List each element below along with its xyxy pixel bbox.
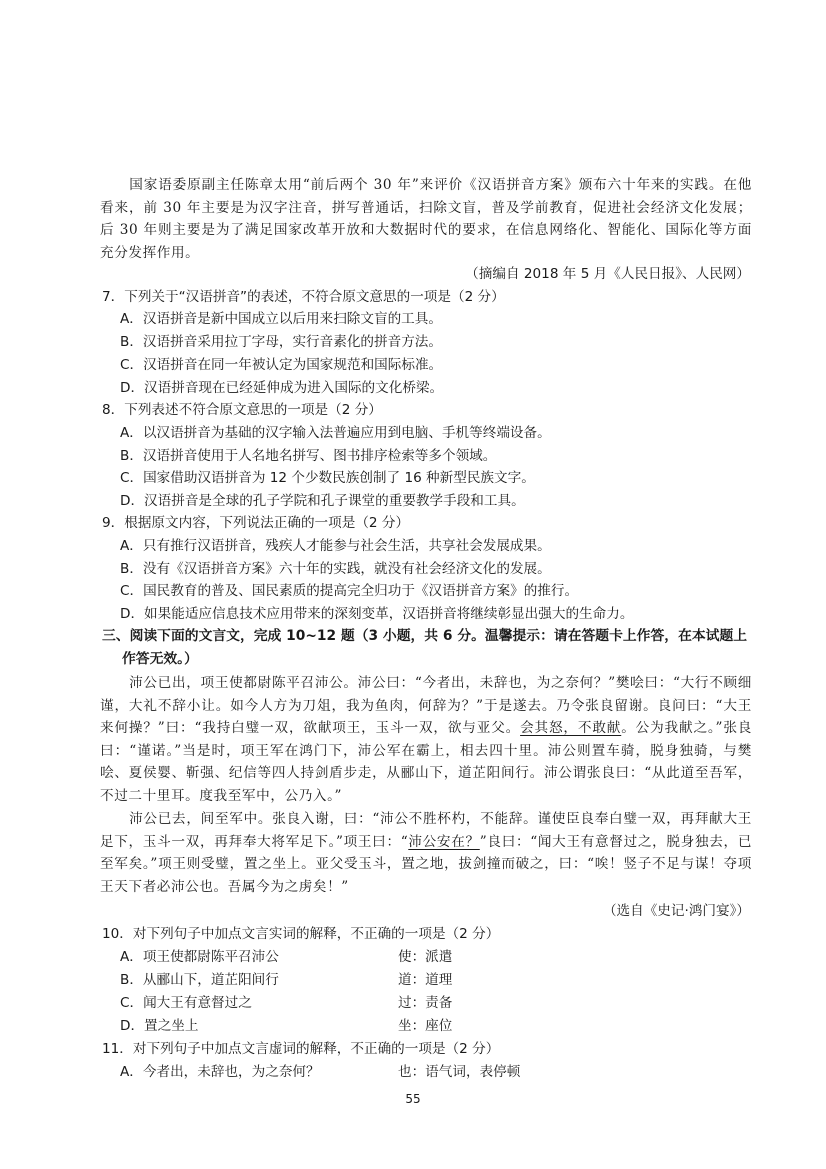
question-10-row-c: C．闻大王有意督过之 过：责备 [120,995,453,1011]
question-8-option-b: B．汉语拼音使用于人名地名拼写、图书排序检索等多个领域。 [120,448,497,464]
underlined-phrase: 会其怒，不敢献 [520,720,622,737]
question-9-stem: 9．根据原文内容，下列说法正确的一项是（2 分） [102,515,410,531]
intro-paragraph: 国家语委原副主任陈章太用“前后两个 30 年”来评价《汉语拼音方案》颁布六十年来的实践。在他看来，前 30 年主要是为汉字注音，拼写普通话，扫除文盲，普及学前教育，促进社会经济文化发展；后 30 年则主要是为了满足国家改革开放和大数据时代的要求，在信息网络化、智能化、国际化等方面充分发挥作用。 [100,177,752,261]
question-8-stem: 8．下列表述不符合原文意思的一项是（2 分） [102,402,382,418]
section-3-heading-line1: 三、阅读下面的文言文，完成 10~12 题（3 小题，共 6 分。温馨提示：请在答题卡上作答，在本试题上 [102,628,748,644]
question-9-option-b: B．没有《汉语拼音方案》六十年的实践，就没有社会经济文化的发展。 [120,561,551,577]
question-8-option-d: D．汉语拼音是全球的孔子学院和孔子课堂的重要教学手段和工具。 [120,493,525,509]
passage-paragraph-1: 沛公已出，项王使都尉陈平召沛公。沛公曰：“今者出，未辞也，为之奈何？”樊哙曰：“大行不顾细谨，大礼不辞小让。如今人方为刀俎，我为鱼肉，何辞为？”于是遂去。乃令张良留谢。良问曰：“大王来何操？”曰：“我持白璧一双，欲献项王，玉斗一双，欲与亚父。会其怒，不敢献。公为我献之。”张良曰：“谨诺。”当是时，项王军在鸿门下，沛公军在霸上，相去四十里。沛公则置车骑，脱身独骑，与樊哙、夏侯婴、靳强、纪信等四人持剑盾步走，从郦山下，道芷阳间行。沛公谓张良曰：“从此道至吾军，不过二十里耳。度我至军中，公乃入。” [100,675,752,804]
question-11-stem: 11．对下列句子中加点文言虚词的解释，不正确的一项是（2 分） [102,1041,500,1057]
question-8-option-a: A．以汉语拼音为基础的汉字输入法普遍应用到电脑、手机等终端设备。 [120,425,551,441]
question-10-row-b: B．从郦山下，道芷阳间行 道：道理 [120,972,453,988]
question-9-option-c: C．国民教育的普及、国民素质的提高完全归功于《汉语拼音方案》的推行。 [120,583,579,599]
passage-source: （选自《史记·鸿门宴》） [602,903,750,919]
question-7-option-c: C．汉语拼音在同一年被认定为国家规范和国际标准。 [120,357,443,373]
question-9-option-a: A．只有推行汉语拼音，残疾人才能参与社会生活，共享社会发展成果。 [120,538,551,554]
question-10-row-a: A．项王使都尉陈平召沛公 使：派遣 [120,949,453,965]
page-number: 55 [405,1092,421,1106]
question-7-stem: 7．下列关于“汉语拼音”的表述，不符合原文意思的一项是（2 分） [102,289,505,305]
question-9-option-d: D．如果能适应信息技术应用带来的深刻变革，汉语拼音将继续彰显出强大的生命力。 [120,606,634,622]
question-8-option-c: C．国家借助汉语拼音为 12 个少数民族创制了 16 种新型民族文字。 [120,470,535,486]
question-10-row-d: D．置之坐上 坐：座位 [120,1018,453,1034]
section-3-heading [102,625,752,670]
question-10-stem: 10．对下列句子中加点文言实词的解释，不正确的一项是（2 分） [102,926,500,942]
intro-source: （摘编自 2018 年 5 月《人民日报》、人民网） [465,266,750,282]
section-3-heading-line2: 作答无效。） [122,650,198,667]
question-11-row-a: A．今者出，未辞也，为之奈何？ 也：语气词，表停顿 [120,1064,521,1080]
question-7-option-a: A．汉语拼音是新中国成立以后用来扫除文盲的工具。 [120,311,442,327]
passage-paragraph-2: 沛公已去，间至军中。张良入谢，曰：“沛公不胜杯杓，不能辞。谨使臣良奉白璧一双，再拜献大王足下，玉斗一双，再拜奉大将军足下。”项王曰：“沛公安在？”良曰：“闻大王有意督过之，脱身独去，已至军矣。”项王则受璧，置之坐上。亚父受玉斗，置之地，拔剑撞而破之，曰：“唉！竖子不足与谋！夺项王天下者必沛公也。吾属今为之虏矣！” [100,811,753,895]
question-7-option-d: D．汉语拼音现在已经延伸成为进入国际的文化桥梁。 [120,380,444,396]
question-7-option-b: B．汉语拼音采用拉丁字母，实行音素化的拼音方法。 [120,334,442,350]
underlined-question: 沛公安在？ [408,833,480,850]
